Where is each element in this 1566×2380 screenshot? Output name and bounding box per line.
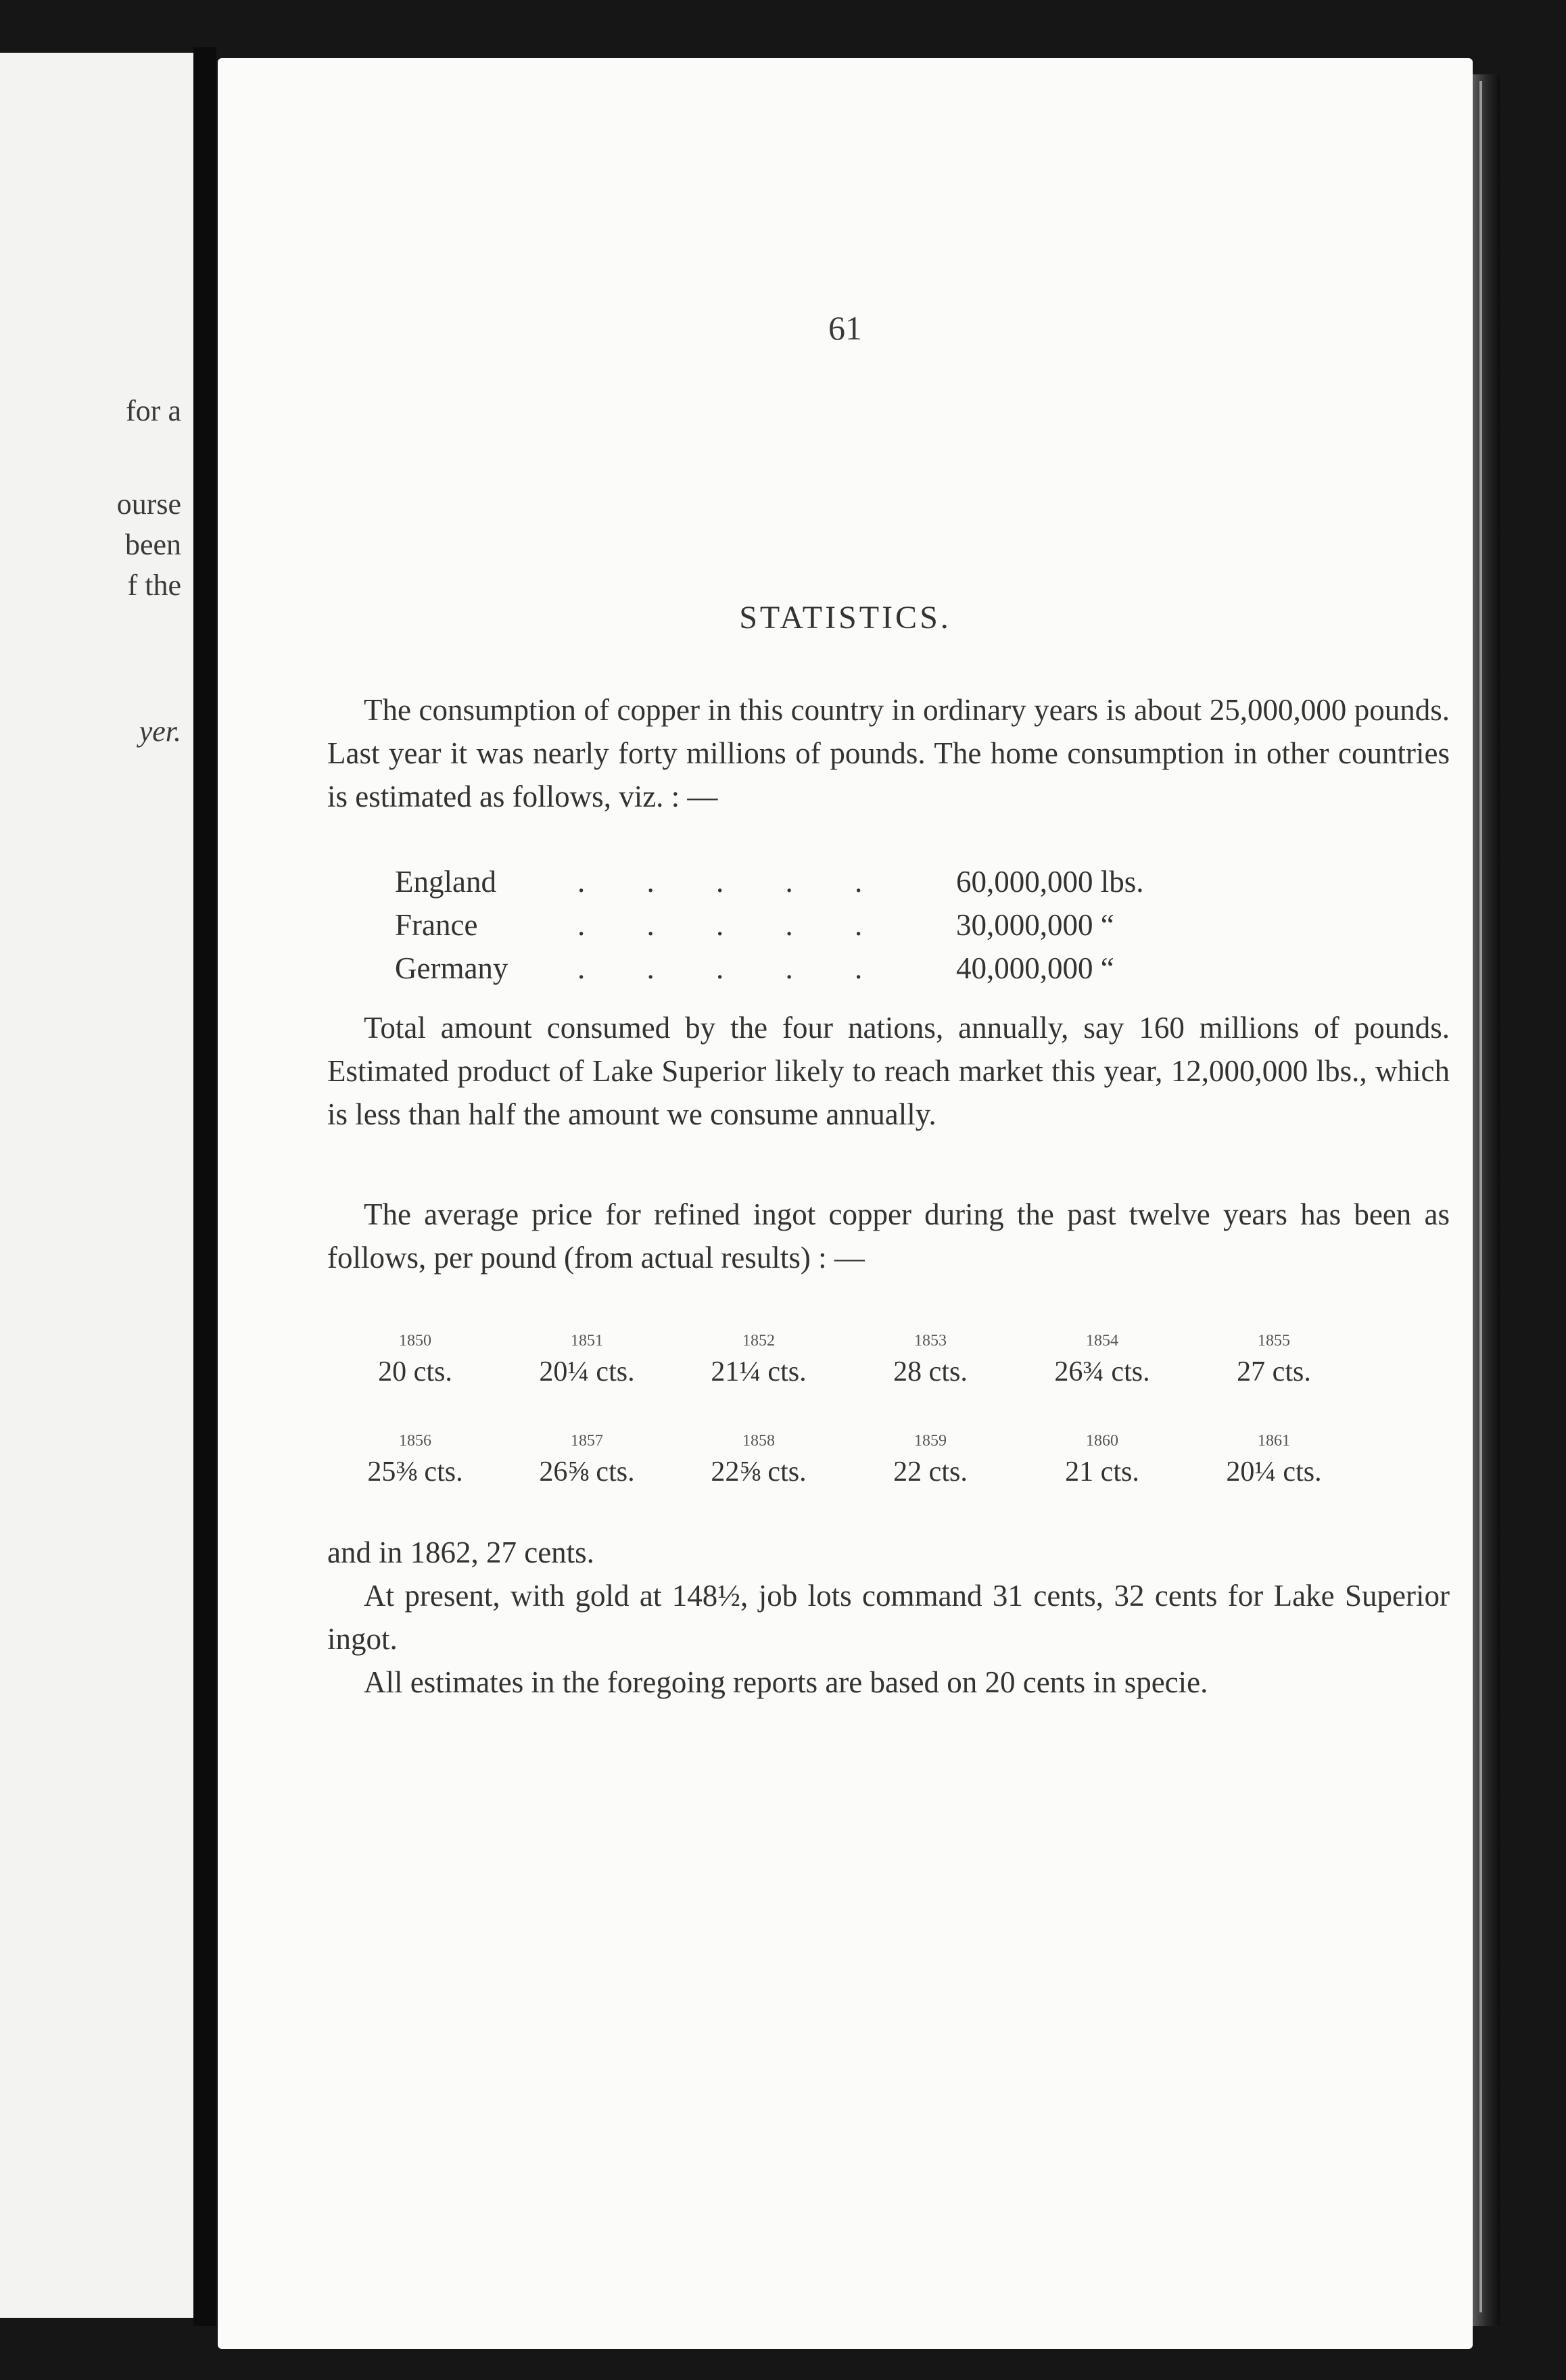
year-label: 1855: [1258, 1332, 1290, 1350]
left-page-fragment: [0, 53, 193, 2318]
consumption-amount: 60,000,000 lbs.: [956, 865, 1144, 899]
table-row: [395, 951, 1227, 994]
page-edge-shadow: [1473, 74, 1500, 2326]
paragraph-1862: and in 1862, 27 cents.: [327, 1536, 594, 1569]
year-label: 1859: [914, 1432, 947, 1450]
left-fragment-line: ourse: [116, 487, 181, 521]
left-fragment-line: been: [124, 528, 181, 561]
price-value: 26¾ cts.: [1054, 1356, 1150, 1387]
paragraph-present: At present, with gold at 148½, job lots command 31 cents, 32 cents for Lake Superior ingot.: [327, 1579, 1450, 1656]
country-name: France: [395, 908, 478, 942]
paragraph-estimates: All estimates in the foregoing reports are based on 20 cents in specie.: [364, 1665, 1208, 1699]
year-label: 1856: [399, 1432, 431, 1450]
price-cell: [327, 1329, 503, 1391]
book-gutter: [193, 47, 216, 2326]
price-value: 22⅝ cts.: [711, 1456, 807, 1488]
consumption-amount: 30,000,000 “: [956, 908, 1114, 942]
page-edge-line: [1479, 81, 1482, 2312]
price-cell: [1014, 1329, 1190, 1391]
price-value: 28 cts.: [893, 1356, 968, 1387]
price-cell: [671, 1429, 847, 1492]
price-cell: [671, 1329, 847, 1391]
price-value: 22 cts.: [893, 1456, 968, 1488]
page-title: STATISTICS.: [739, 600, 951, 636]
price-value: 20 cts.: [378, 1356, 452, 1387]
price-cell: [843, 1429, 1018, 1492]
price-table: [327, 1329, 1463, 1529]
price-cell: [499, 1329, 675, 1391]
price-cell: [499, 1429, 675, 1492]
left-fragment-line: for a: [126, 394, 181, 427]
paragraph-total: Total amount consumed by the four nations, annually, say 160 millions of pounds. Estimated product of Lake Superior likely to reach market this year, 12,000,000 lbs., which is less than half the amount we consume annually.: [327, 1011, 1450, 1131]
paragraph-consumption: The consumption of copper in this country in ordinary years is about 25,000,000 pounds. Last year it was nearly forty millions of pounds. The home consumption in other countries is estimated as follows, viz. : —: [327, 693, 1450, 813]
year-label: 1852: [742, 1332, 775, 1350]
price-value: 21 cts.: [1065, 1456, 1139, 1488]
table-row: [395, 907, 1227, 951]
price-value: 20¼ cts.: [1226, 1456, 1322, 1488]
consumption-amount: 40,000,000 “: [956, 951, 1114, 985]
price-value: 26⅝ cts.: [539, 1456, 635, 1488]
year-label: 1854: [1086, 1332, 1118, 1350]
price-value: 20¼ cts.: [539, 1356, 635, 1387]
left-fragment-line: yer.: [139, 715, 181, 748]
table-row: [395, 864, 1227, 907]
price-value: 25⅜ cts.: [367, 1456, 463, 1488]
price-value: 21¼ cts.: [711, 1356, 807, 1387]
price-cell: [1014, 1429, 1190, 1492]
year-label: 1853: [914, 1332, 947, 1350]
page-number: 61: [828, 309, 862, 347]
price-row: [327, 1429, 1463, 1529]
price-cell: [843, 1329, 1018, 1391]
year-label: 1851: [571, 1332, 603, 1350]
paragraph-prices: The average price for refined ingot copper during the past twelve years has been as follows, per pound (from actual results) : —: [327, 1197, 1450, 1275]
price-cell: [1186, 1329, 1362, 1391]
price-cell: [327, 1429, 503, 1492]
year-label: 1850: [399, 1332, 431, 1350]
year-label: 1861: [1258, 1432, 1290, 1450]
price-value: 27 cts.: [1237, 1356, 1311, 1387]
country-name: Germany: [395, 951, 508, 985]
year-label: 1857: [571, 1432, 603, 1450]
consumption-table: [395, 864, 1227, 994]
country-name: England: [395, 865, 496, 899]
leader-dots: . . . . .: [577, 908, 890, 942]
left-fragment-line: f the: [127, 569, 181, 602]
document-page: [218, 58, 1473, 2349]
leader-dots: . . . . .: [577, 865, 890, 899]
year-label: 1858: [742, 1432, 775, 1450]
year-label: 1860: [1086, 1432, 1118, 1450]
price-cell: [1186, 1429, 1362, 1492]
price-row: [327, 1329, 1463, 1429]
leader-dots: . . . . .: [577, 951, 890, 985]
